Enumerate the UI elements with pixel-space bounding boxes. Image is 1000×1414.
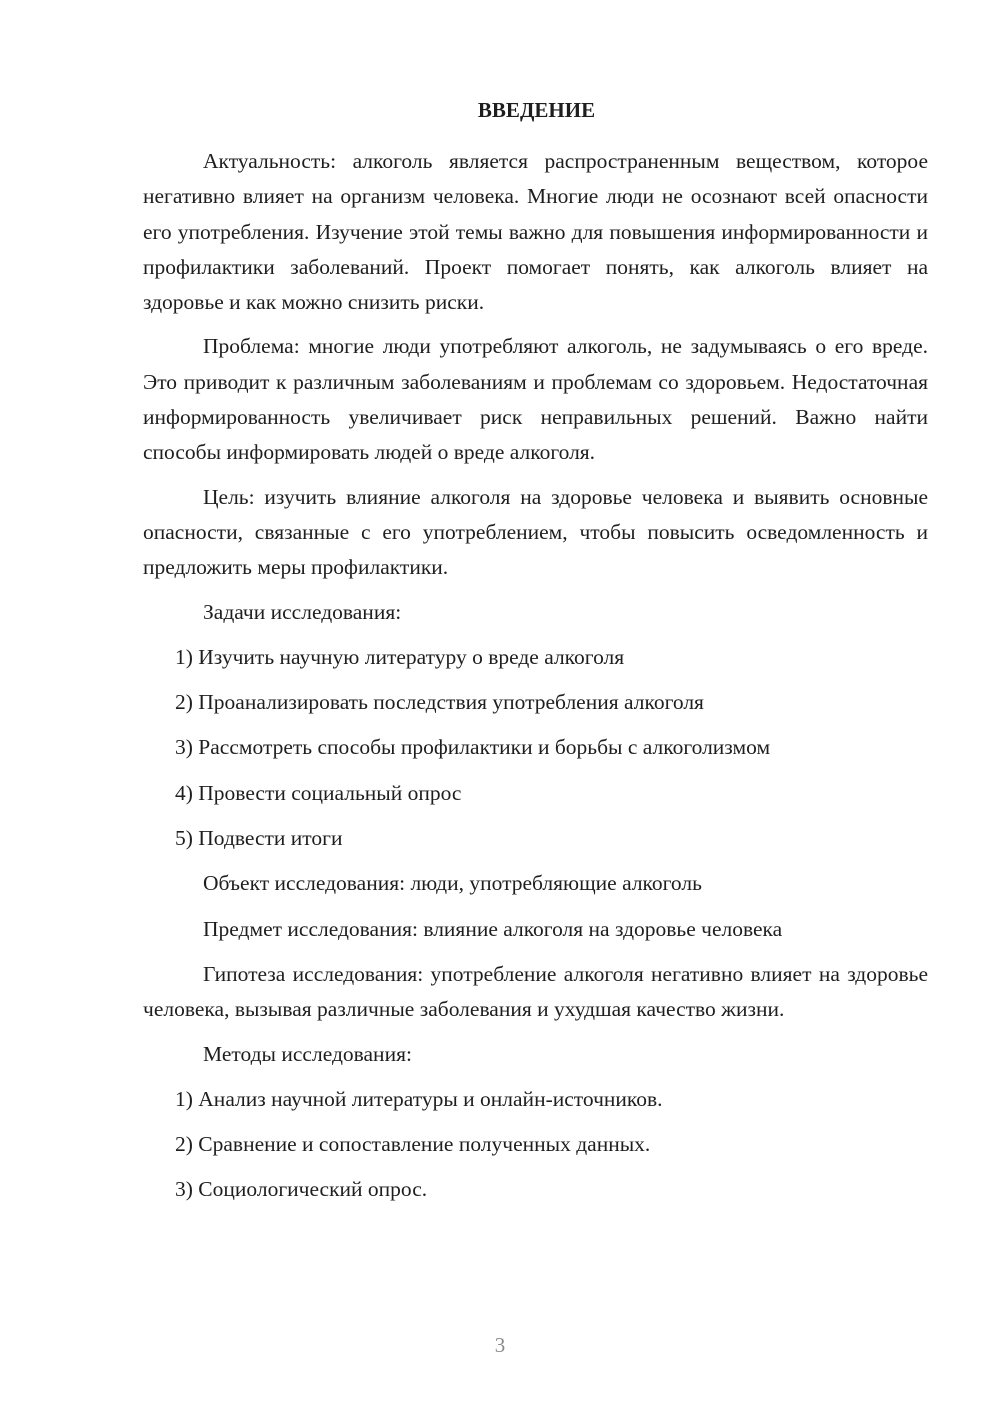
task-item: 5) Подвести итоги: [175, 826, 343, 851]
relevance-paragraph: Актуальность: алкоголь является распространенным веществом, которое негативно влияет на организм человека. Многие люди не осознают всей опасности его употребления. Изучение этой темы важно для повышения информированности и профилактики заболеваний. Проект помогает понять, как алкоголь влияет на здоровье и как можно снизить риски.: [143, 149, 928, 315]
task-item: 4) Провести социальный опрос: [175, 780, 462, 805]
research-subject: Предмет исследования: влияние алкоголя на здоровье человека: [203, 916, 783, 941]
task-item: 1) Изучить научную литературу о вреде алкоголя: [175, 644, 625, 669]
page-number: 3: [494, 1333, 506, 1357]
task-item: 2) Проанализировать последствия употребления алкоголя: [175, 690, 704, 715]
section-title: ВВЕДЕНИЕ: [477, 98, 596, 122]
task-item: 3) Рассмотреть способы профилактики и борьбы с алкоголизмом: [175, 735, 771, 760]
methods-heading: Методы исследования:: [203, 1041, 412, 1066]
research-object: Объект исследования: люди, употребляющие алкоголь: [203, 871, 702, 896]
method-item: 3) Социологический опрос.: [175, 1177, 428, 1202]
method-item: 2) Сравнение и сопоставление полученных данных.: [175, 1132, 651, 1157]
hypothesis-paragraph: Гипотеза исследования: употребление алкоголя негативно влияет на здоровье человека, вызывая различные заболевания и ухудшая качество жизни.: [143, 961, 928, 1022]
goal-paragraph: Цель: изучить влияние алкоголя на здоровье человека и выявить основные опасности, связанные с его употреблением, чтобы повысить осведомленность и предложить меры профилактики.: [143, 484, 928, 580]
method-item: 1) Анализ научной литературы и онлайн-источников.: [175, 1086, 663, 1111]
document-page: [143, 92, 928, 1218]
problem-paragraph: Проблема: многие люди употребляют алкоголь, не задумываясь о его вреде. Это приводит к различным заболеваниям и проблемам со здоровьем. Недостаточная информированность увеличивает риск неправильных решений. Важно найти способы информировать людей о вреде алкоголя.: [143, 334, 928, 465]
tasks-heading: Задачи исследования:: [203, 599, 402, 624]
